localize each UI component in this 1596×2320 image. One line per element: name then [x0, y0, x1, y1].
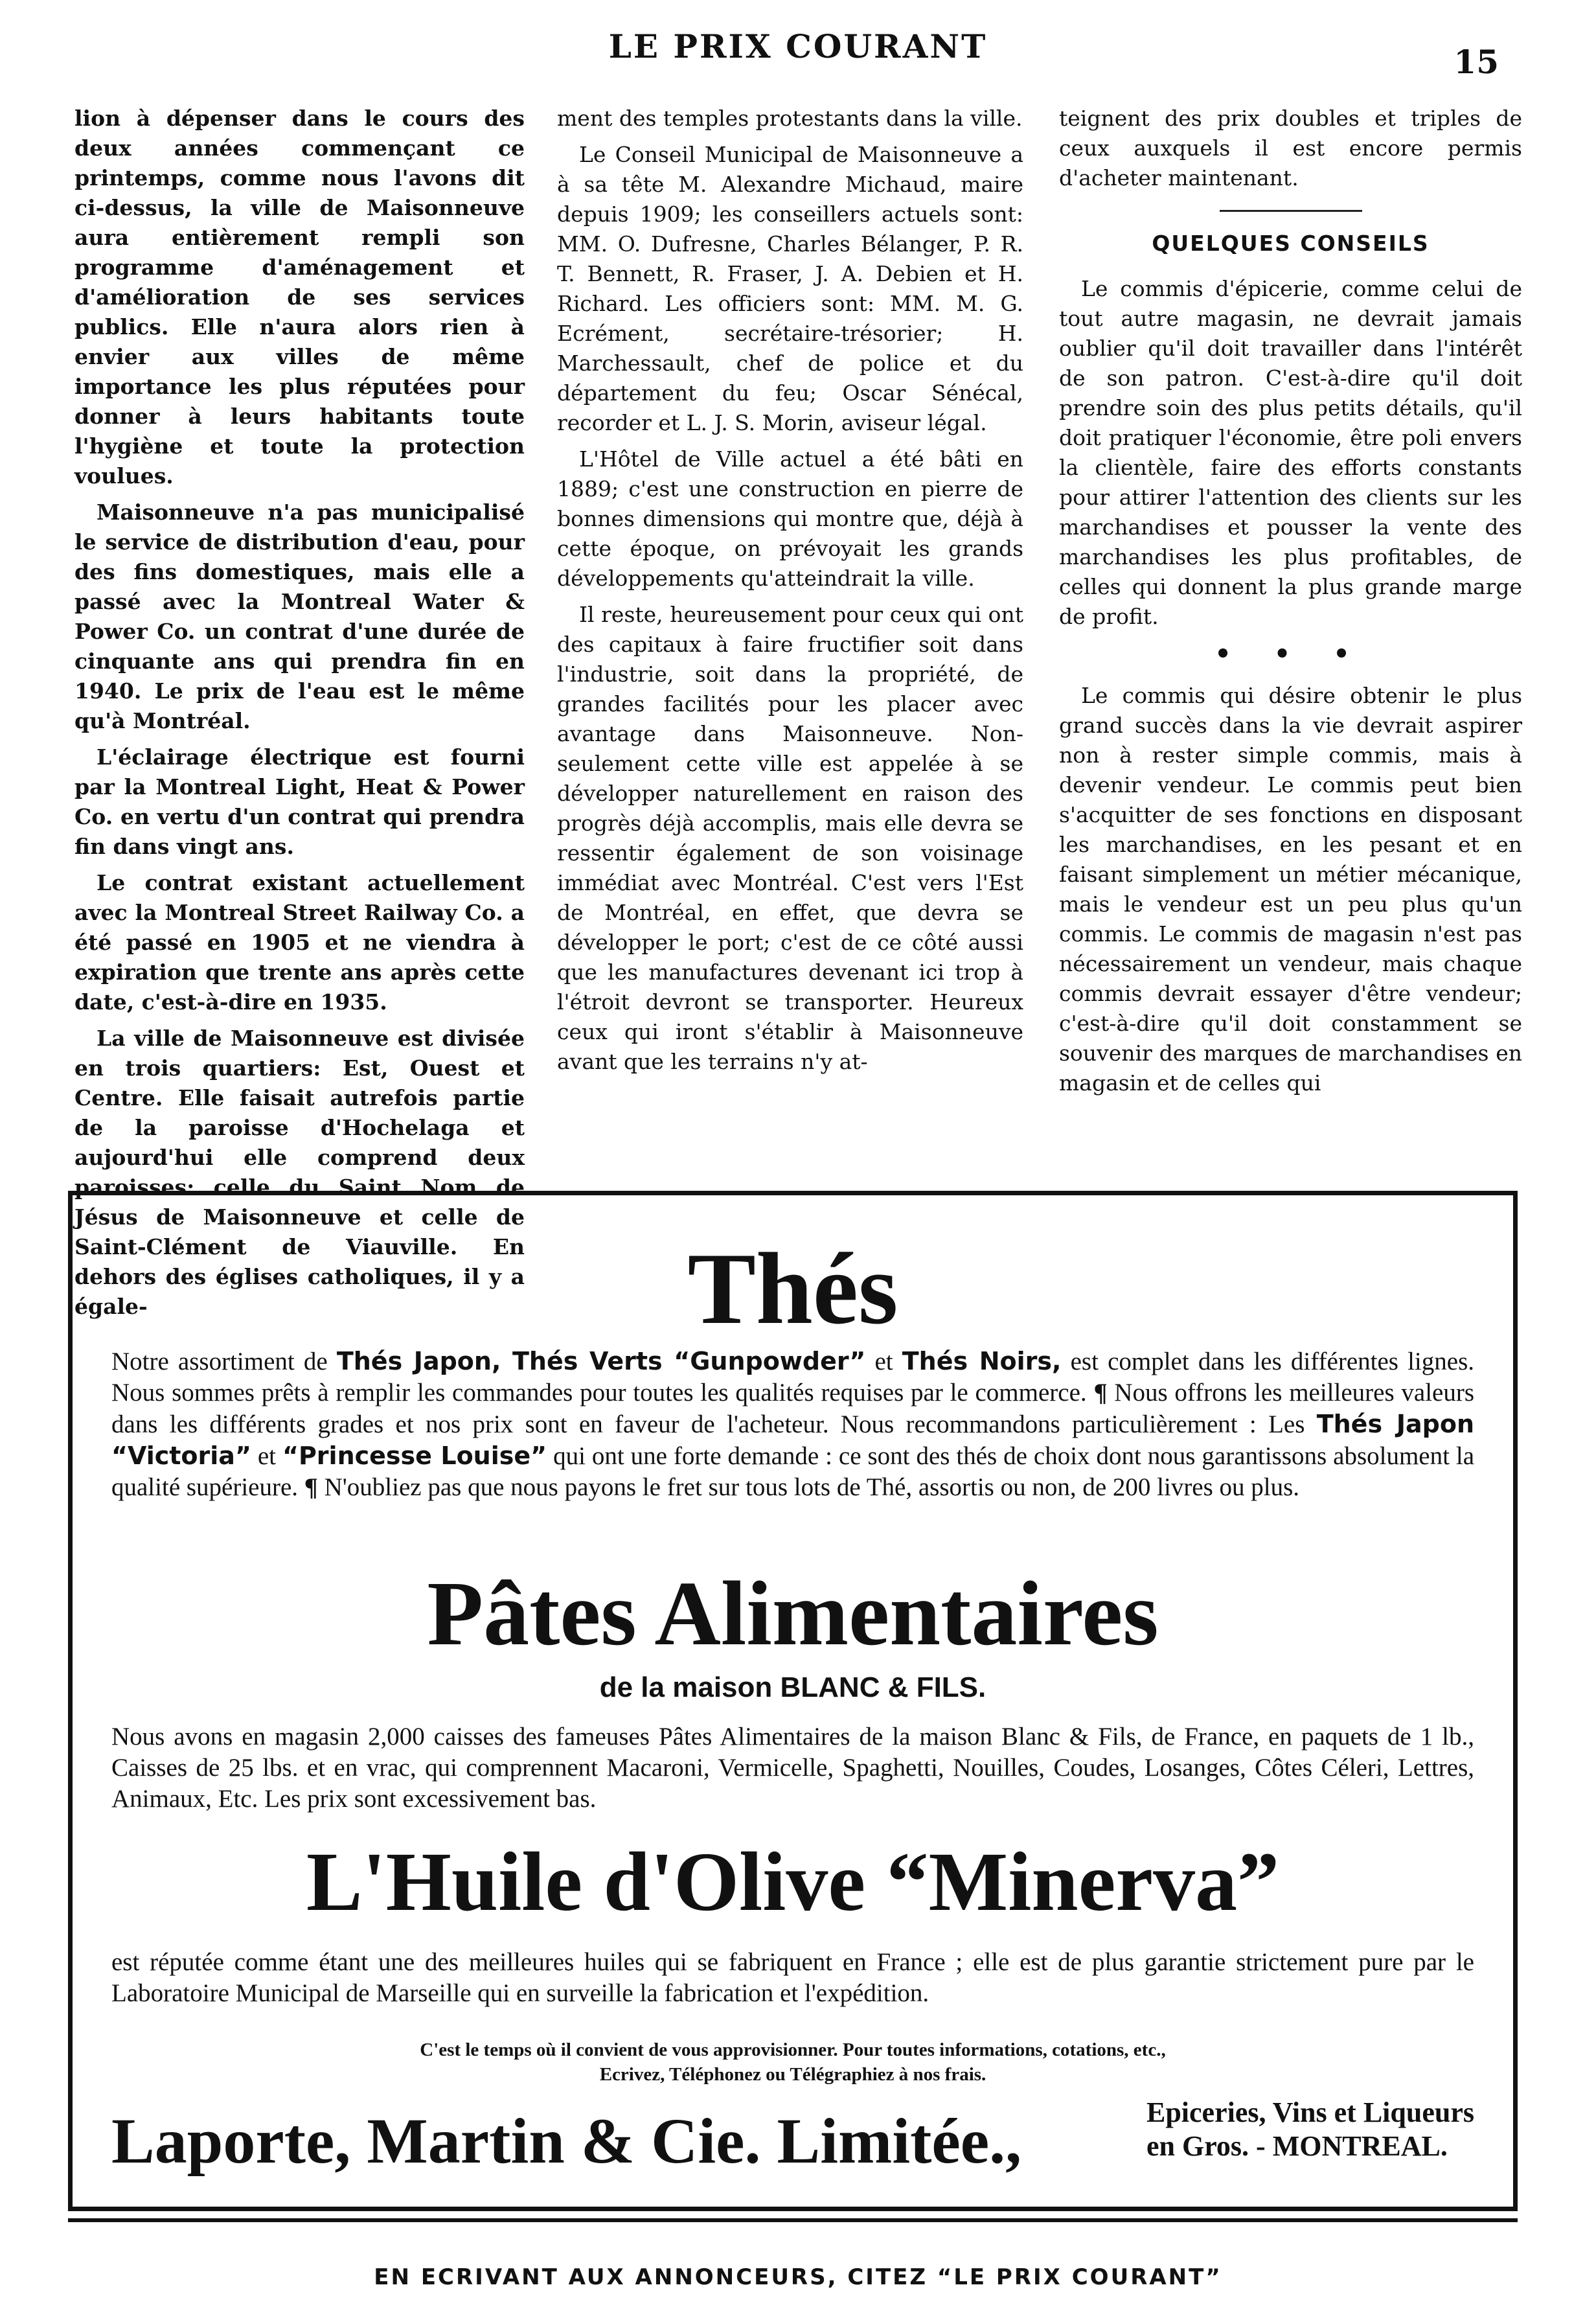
ad-subtitle-pates: de la maison BLANC & FILS.	[599, 1671, 986, 1703]
page-number: 15	[1454, 43, 1499, 81]
article-column-1	[74, 104, 525, 1319]
ad-company-name: Laporte, Martin & Cie. Limitée.,	[111, 2105, 1022, 2177]
ad-company-line: Epiceries, Vins et Liqueurs	[1146, 2096, 1474, 2128]
article-paragraph: Le commis qui désire obtenir le plus grand succès dans la vie devrait aspirer non à rester simple commis, mais à devenir vendeur. Le commis peut bien s'acquitter de ses fonctions en disposant les marchandises, en les pesant et en faisant simplement un métier mécanique, mais le vendeur est un peu plus qu'un commis. Le commis de magasin n'est pas nécessairement un vendeur, mais chaque commis devrait essayer d'être vendeur; c'est-à-dire qu'il doit constamment se souvenir des marques de marchandises en magasin et de celles qui	[1059, 683, 1522, 1096]
ad-text: et	[257, 1442, 277, 1470]
ad-title-pates: Pâtes Alimentaires	[427, 1562, 1159, 1664]
page-header-title: LE PRIX COURANT	[608, 27, 988, 65]
article-column-3	[1059, 104, 1522, 1153]
ad-huile-text: est réputée comme étant une des meilleures huiles qui se fabriquent en France ; elle est de plus garantie strictement pure par le Laboratoire Municipal de Marseille qui en surveille la fabrication et l'expédition.	[111, 1948, 1474, 2007]
ad-note-line: Ecrivez, Téléphonez ou Télégraphiez à nos frais.	[599, 2064, 986, 2085]
ad-title-huile: L'Huile d'Olive “Minerva”	[306, 1835, 1280, 1929]
article-paragraph: ment des temples protestants dans la ville.	[557, 106, 1023, 131]
page-footer: EN ECRIVANT AUX ANNONCEURS, CITEZ “LE PRIX COURANT”	[374, 2264, 1222, 2290]
section-divider	[1220, 210, 1362, 212]
article-paragraph: Le contrat existant actuellement avec la Montreal Street Railway Co. a été passé en 1905 et ne viendra à expiration que trente ans après cette date, c'est-à-dire en 1935.	[74, 870, 525, 1015]
ad-text-bold: “Princesse Louise”	[282, 1441, 547, 1470]
article-paragraph: Maisonneuve n'a pas municipalisé le service de distribution d'eau, pour des fins domestiques, mais elle a passé avec la Montreal Water & Power Co. un contrat d'une durée de cinquante ans qui prendra fin en 1940. Le prix de l'eau est le même qu'à Montréal.	[74, 500, 525, 733]
footer-divider	[68, 2218, 1518, 2222]
article-column-2	[557, 104, 1023, 1153]
ad-thes-text	[111, 1346, 1474, 1503]
article-paragraph: Le Conseil Municipal de Maisonneuve a à sa tête M. Alexandre Michaud, maire depuis 1909; les conseillers actuels sont: MM. O. Dufresne, Charles Bélanger, P. R. T. Bennett, R. Fraser, J. A. Debien et H. Richard. Les officiers sont: MM. M. G. Ecrément, secrétaire-trésorier; H. Marchessault, chef de police et du département du feu; Oscar Sénécal, recorder et L. J. S. Morin, aviseur légal.	[557, 142, 1023, 435]
ad-text: qui ont une forte demande : ce sont des thés de choix dont nous garantissons absolument la qualité supérieure.	[111, 1442, 1475, 1501]
section-heading: QUELQUES CONSEILS	[1152, 231, 1430, 256]
article-paragraph: teignent des prix doubles et triples de ceux auxquels il est encore permis d'acheter maintenant.	[1059, 106, 1522, 190]
ad-text: et	[874, 1348, 893, 1375]
article-paragraph: lion à dépenser dans le cours des deux années commençant ce printemps, comme nous l'avons dit ci-dessus, la ville de Maisonneuve aura entièrement rempli son programme d'aménagement et d'amélioration de ses services publics. Elle n'aura alors rien à envier aux villes de même importance les plus réputées pour donner à leurs habitants toute l'hygiène et toute la protection voulues.	[74, 106, 525, 488]
article-paragraph: La ville de Maisonneuve est divisée en trois quartiers: Est, Ouest et Centre. Elle faisait autrefois partie de la paroisse d'Hochelaga et aujourd'hui elle comprend deux paroisses: celle du Saint Nom de Jésus de Maisonneuve et celle de Saint-Clément de Viauville. En dehors des églises catholiques, il y a égale-	[74, 1026, 525, 1319]
ad-company-line: en Gros. - MONTREAL.	[1146, 2130, 1448, 2162]
asterism-divider: • • •	[1214, 639, 1367, 669]
pilcrow-icon: ¶	[1093, 1379, 1108, 1407]
ad-text: Nous offrons les meilleures valeurs dans les différents grades et nos prix sont en faveur de l'acheteur. Nous recommandons particulièrement : Les	[111, 1379, 1475, 1438]
ad-text: N'oubliez pas que nous payons le fret sur tous lots de Thé, assortis ou non, de 200 livres ou plus.	[324, 1473, 1300, 1501]
ad-company-details	[1146, 2096, 1474, 2163]
ad-title-thes: Thés	[687, 1232, 898, 1346]
ad-text-bold: Thés Japon, Thés Verts “Gunpowder”	[336, 1347, 866, 1375]
ad-text: est complet dans les différentes lignes. Nous sommes prêts à remplir les commandes pour toutes les qualités requises par le commerce.	[111, 1348, 1475, 1407]
article-paragraph: Il reste, heureusement pour ceux qui ont des capitaux à faire fructifier soit dans l'industrie, soit dans la propriété, de grandes facilités pour les placer avec avantage dans Maisonneuve. Non-seulement cette ville est appelée à se développer naturellement en raison des progrès déjà accomplis, mais elle devra se ressentir également de son voisinage immédiat avec Montréal. C'est vers l'Est de Montréal, en effet, que devra se développer le port; c'est de ce côté aussi que les manufactures devenant ici trop à l'étroit devront se transporter. Heureux ceux qui iront s'établir à Maisonneuve avant que les terrains n'y at-	[557, 602, 1023, 1074]
ad-text: Notre assortiment de	[111, 1348, 328, 1375]
article-paragraph: L'éclairage électrique est fourni par la Montreal Light, Heat & Power Co. en vertu d'un contrat qui prendra fin dans vingt ans.	[74, 744, 525, 859]
ad-note-line: C'est le temps où il convient de vous approvisionner. Pour toutes informations, cotations, etc.,	[420, 2039, 1166, 2060]
ad-text-bold: Thés Japon “Victoria”	[111, 1410, 1474, 1470]
pilcrow-icon: ¶	[304, 1473, 318, 1501]
advertisement-box	[68, 1191, 1518, 2211]
ad-contact-note	[111, 2038, 1474, 2087]
ad-text-bold: Thés Noirs,	[902, 1347, 1062, 1375]
ad-pates-text: Nous avons en magasin 2,000 caisses des fameuses Pâtes Alimentaires de la maison Blanc & Fils, de France, en paquets de 1 lb., Caisses de 25 lbs. et en vrac, qui comprennent Macaroni, Vermicelle, Spaghetti, Nouilles, Coudes, Losanges, Côtes Céleri, Lettres, Animaux, Etc. Les prix sont excessivement bas.	[111, 1723, 1474, 1813]
article-paragraph: L'Hôtel de Ville actuel a été bâti en 1889; c'est une construction en pierre de bonnes dimensions qui montre que, déjà à cette époque, on prévoyait les grands développements qu'atteindrait la ville.	[557, 446, 1023, 591]
article-paragraph: Le commis d'épicerie, comme celui de tout autre magasin, ne devrait jamais oublier qu'il doit travailler dans l'intérêt de son patron. C'est-à-dire qu'il doit prendre soin des plus petits détails, qu'il doit pratiquer l'économie, être poli envers la clientèle, faire des efforts constants pour attirer l'attention des clients sur les marchandises et pousser la vente des marchandises les plus profitables, de celles qui donnent la plus grande marge de profit.	[1059, 276, 1522, 629]
